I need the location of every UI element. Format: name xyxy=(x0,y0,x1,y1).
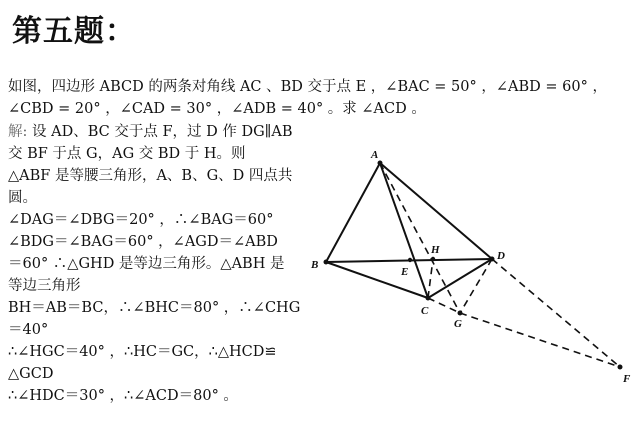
point-B xyxy=(324,260,329,265)
solution-line: △GCD xyxy=(8,366,54,382)
label-G: G xyxy=(454,318,462,330)
label-F: F xyxy=(623,373,631,385)
problem-line-1: 如图，四边形 ABCD 的两条对角线 AC 、BD 交于点 E ，∠BAC = 50° ，∠ABD = 60° ， xyxy=(8,79,607,95)
problem-line-2: ∠CBD = 20° ，∠CAD = 30° ，∠ADB = 40° 。求 ∠ACD 。 xyxy=(8,101,426,117)
solution-line: △ABF 是等腰三角形，A、B、G、D 四点共 xyxy=(8,168,293,184)
solution-line: 交 BF 于点 G，AG 交 BD 于 H。则 xyxy=(8,146,246,162)
label-C: C xyxy=(421,305,429,317)
point-F xyxy=(618,365,623,370)
segment-BC xyxy=(326,262,428,298)
solution-line: ∴∠HDC＝30° ，∴∠ACD＝80° 。 xyxy=(8,388,238,404)
point-A xyxy=(378,161,383,166)
label-A: A xyxy=(371,149,379,161)
label-E: E xyxy=(401,266,409,278)
dashed-DF xyxy=(492,259,620,367)
dashed-CH xyxy=(428,259,433,298)
solution-line: 圆。 xyxy=(8,190,37,206)
dashed-AG xyxy=(380,163,460,313)
point-G xyxy=(458,311,463,316)
point-C xyxy=(426,296,431,301)
point-E xyxy=(408,258,412,262)
solution-label: 解: xyxy=(8,124,28,140)
dashed-DG xyxy=(460,259,492,313)
solution-line-text: 设 AD、BC 交于点 F，过 D 作 DG∥AB xyxy=(27,124,293,140)
label-B: B xyxy=(311,259,319,271)
solution-line: ∴∠HGC＝40° ，∴HC＝GC，∴△HCD≌ xyxy=(8,344,277,360)
solution-line: BH＝AB＝BC，∴∠BHC＝80° ，∴∠CHG xyxy=(8,300,301,316)
point-H xyxy=(431,257,435,261)
solution-line: ∠DAG＝∠DBG＝20° ，∴∠BAG＝60° xyxy=(8,212,274,228)
point-D xyxy=(490,257,495,262)
solution-line: ∠BDG＝∠BAG＝60° ，∠AGD＝∠ABD xyxy=(8,234,278,250)
label-D: D xyxy=(497,250,505,262)
solution-line: ＝60° ∴△GHD 是等边三角形。△ABH 是 xyxy=(8,256,285,272)
label-H: H xyxy=(431,244,440,256)
segment-CD xyxy=(428,259,492,298)
dashed-GF xyxy=(460,313,620,367)
section-title: 第五题： xyxy=(12,14,136,49)
segment-AB xyxy=(326,163,380,262)
solution-line: ＝40° xyxy=(8,322,49,338)
solution-line: 等边三角形 xyxy=(8,278,81,294)
